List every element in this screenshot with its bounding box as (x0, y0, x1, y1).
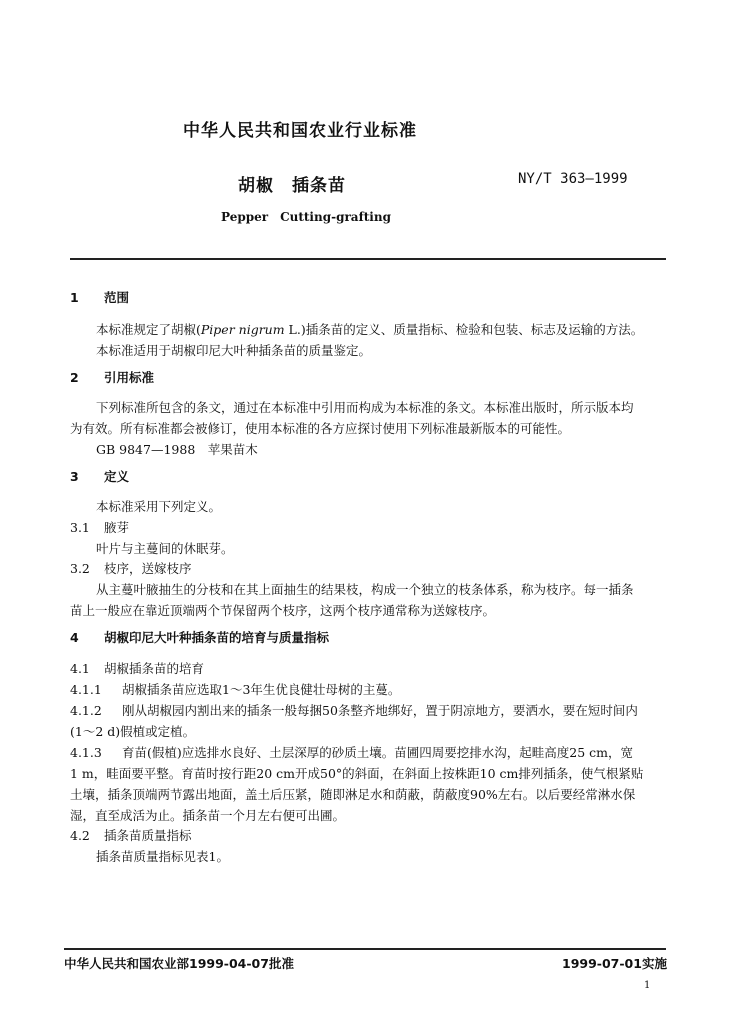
section-3-heading (70, 467, 129, 485)
clause-4-1-1: 4.1.1 胡椒插条苗应选取1～3年生优良健壮母树的主蔓。 (70, 682, 401, 697)
section-2-paragraph-line-2: 为有效。所有标准都会被修订，使用本标准的各方应探讨使用下列标准最新版本的可能性。 (70, 421, 571, 436)
section-2-paragraph-line-1: 下列标准所包含的条文，通过在本标准中引用而构成为本标准的条文。本标准出版时，所示版本均 (96, 400, 634, 415)
definition-3-1-heading: 3.1 腋芽 (70, 520, 130, 535)
clause-4-1-3-line-4: 湿，直至成活为止。插条苗一个月左右便可出圃。 (70, 808, 346, 823)
footer-divider (64, 948, 666, 950)
section-1-paragraph-1: 本标准规定了胡椒(Piper nigrum L.)插条苗的定义、质量指标、检验和包装、标志及运输的方法。 (96, 322, 644, 337)
clause-4-1-3-line-2: 1 m，畦面要平整。育苗时按行距20 cm开成50°的斜面，在斜面上按株距10 cm排列插条，使气根紧贴 (70, 766, 644, 781)
section-title: 胡椒印尼大叶种插条苗的培育与质量指标 (104, 630, 330, 645)
definition-3-1-text: 叶片与主蔓间的休眠芽。 (96, 541, 234, 556)
definition-3-2-line-1: 从主蔓叶腋抽生的分枝和在其上面抽生的结果枝，构成一个独立的枝条体系，称为枝序。每一插条 (96, 582, 634, 597)
standard-number: NY/T 363—1999 (518, 171, 628, 187)
section-title: 定义 (104, 469, 130, 484)
section-number: 1 (70, 290, 79, 305)
section-number: 4 (70, 630, 79, 645)
section-2-heading (70, 368, 154, 386)
referenced-standard: GB 9847—1988 苹果苗木 (96, 442, 258, 457)
section-4-heading (70, 628, 329, 646)
latin-name: Piper nigrum (200, 322, 285, 337)
page-number: 1 (644, 980, 651, 991)
clause-4-1-3-line-1: 4.1.3 育苗(假植)应选排水良好、土层深厚的砂质土壤。苗圃四周要挖排水沟，起畦高度25 cm，宽 (70, 745, 633, 760)
clause-4-1-3-line-3: 土壤，插条顶端两节露出地面，盖土后压紧，随即淋足水和荫蔽，荫蔽度90%左右。以后要经常淋水保 (70, 787, 636, 802)
section-number: 2 (70, 370, 79, 385)
section-1-heading (70, 288, 129, 306)
clause-4-1-2-line-2: (1～2 d)假植或定植。 (70, 724, 196, 739)
section-3-intro: 本标准采用下列定义。 (96, 499, 222, 514)
subsection-4-2-text: 插条苗质量指标见表1。 (96, 849, 229, 864)
section-1-paragraph-2: 本标准适用于胡椒印尼大叶种插条苗的质量鉴定。 (96, 343, 372, 358)
definition-3-2-line-2: 苗上一般应在靠近顶端两个节保留两个枝序，这两个枝序通常称为送嫁枝序。 (70, 603, 496, 618)
header-divider (70, 258, 666, 260)
implementation-date: 1999-07-01实施 (562, 956, 667, 971)
subsection-4-2-heading: 4.2 插条苗质量指标 (70, 828, 192, 843)
definition-3-2-heading: 3.2 枝序，送嫁枝序 (70, 561, 192, 576)
english-title: Pepper Cutting-grafting (221, 210, 391, 224)
section-title: 引用标准 (104, 370, 155, 385)
subsection-4-1-heading: 4.1 胡椒插条苗的培育 (70, 661, 205, 676)
document-title: 胡椒 插条苗 (238, 176, 346, 196)
section-number: 3 (70, 469, 79, 484)
standard-category: 中华人民共和国农业行业标准 (183, 121, 417, 141)
approval-info: 中华人民共和国农业部1999-04-07批准 (64, 956, 294, 971)
section-title: 范围 (104, 290, 130, 305)
clause-4-1-2-line-1: 4.1.2 刚从胡椒园内割出来的插条一般每捆50条整齐地绑好，置于阴凉地方，要洒水，要在短时间内 (70, 703, 638, 718)
